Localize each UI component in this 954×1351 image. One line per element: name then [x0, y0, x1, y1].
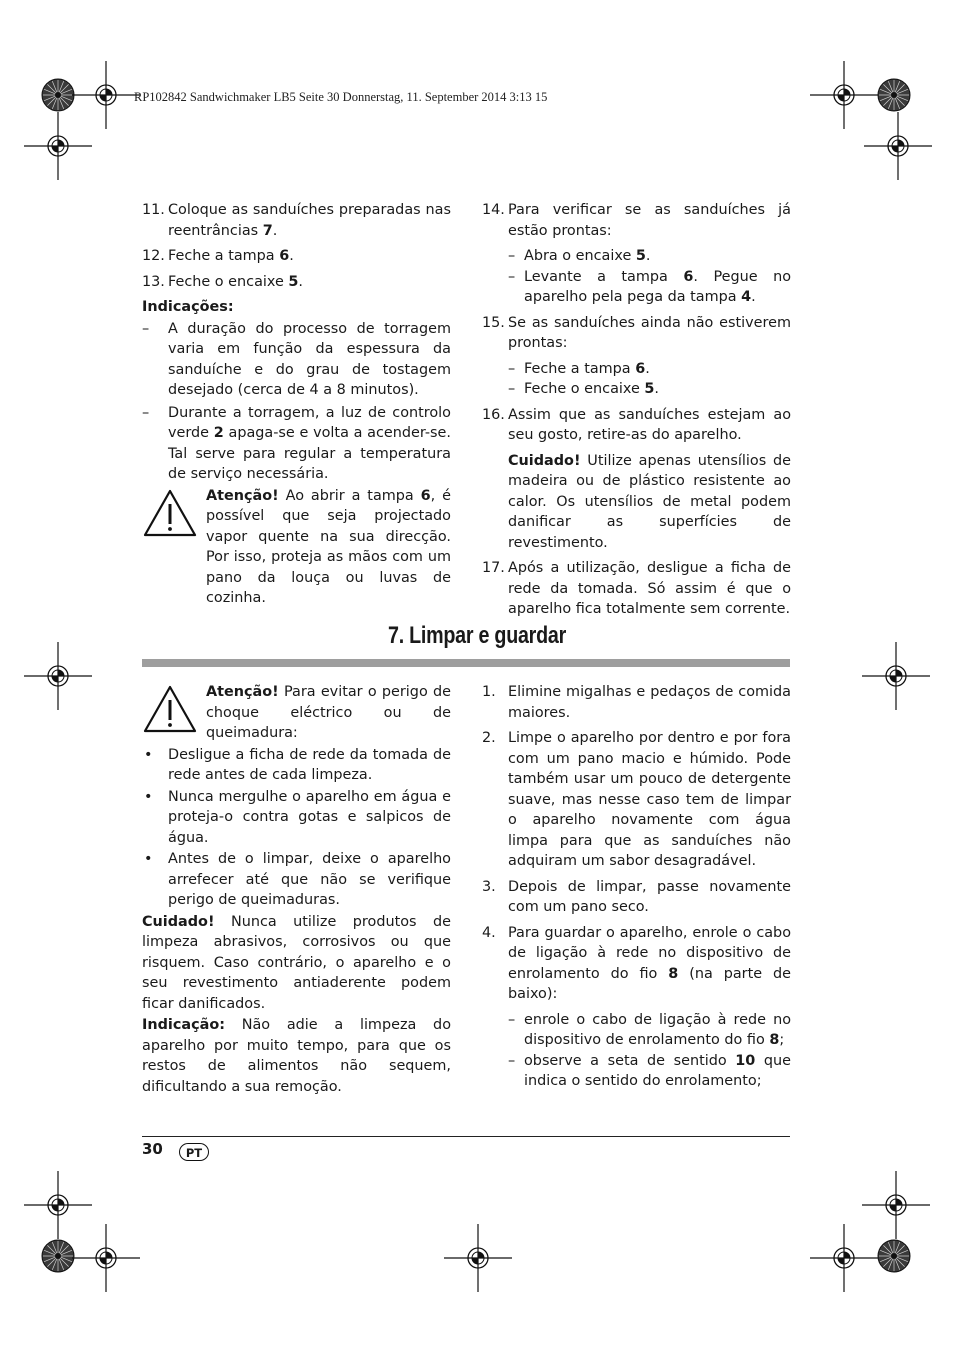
- footer-rule: [142, 1136, 790, 1137]
- step-1: 1. Elimine migalhas e pedaços de comida maiores.: [482, 684, 791, 721]
- sub-item: – Feche a tampa 6.: [508, 360, 650, 377]
- bullet-item: • Antes de o limpar, deixe o aparelho arrefecer até que não se verifique perigo de queimaduras.: [144, 851, 451, 908]
- step-16: 16. Assim que as sanduíches estejam ao seu gosto, retire-as do aparelho.: [482, 406, 791, 443]
- step-17: 17. Após a utilização, desligue a ficha de rede da tomada. Só assim é que o aparelho fica totalmente sem corrente.: [482, 560, 791, 617]
- language-badge: PT: [179, 1143, 209, 1161]
- bullet-item: • Desligue a ficha de rede da tomada de rede antes de cada limpeza.: [144, 746, 451, 783]
- sub-item: – Feche o encaixe 5.: [508, 381, 659, 397]
- section-divider: [142, 659, 790, 667]
- left-column-bottom: [142, 682, 451, 1097]
- step-15: 15. Se as sanduíches ainda não estiverem prontas:: [482, 314, 791, 351]
- notes-heading: Indicações:: [142, 299, 234, 315]
- sub-item: – enrole o cabo de ligação à rede no dispositivo de enrolamento do fio 8;: [508, 1011, 791, 1048]
- warning-block: Atenção! Para evitar o perigo de choque eléctrico ou de queimadura:: [142, 682, 451, 744]
- right-column-top: [482, 200, 791, 620]
- step-2: 2. Limpe o aparelho por dentro e por fora com um pano macio e húmido. Pode também usar um pouco de detergente suave, mas nesse caso tem de limpar o aparelho novamente com água limpa para que as sanduíches não adquiram um sabor desagradável.: [482, 730, 791, 869]
- note-block: Indicação: Não adie a limpeza do aparelho por muito tempo, para que os restos de alimentos não sequem, dificultando a sua remoção.: [142, 1017, 451, 1095]
- step-13: 13. Feche o encaixe 5.: [142, 273, 303, 290]
- step-3: 3. Depois de limpar, passe novamente com um pano seco.: [482, 878, 791, 915]
- caution-block: Cuidado! Nunca utilize produtos de limpeza abrasivos, corrosivos ou que risquem. Caso contrário, o aparelho e o seu revestimento antiaderente podem ficar danificados.: [142, 913, 451, 1012]
- caution-block: Cuidado! Utilize apenas utensílios de madeira ou de plástico resistente ao calor. Os utensílios de metal podem danificar as superfícies de revestimento.: [508, 452, 791, 551]
- warning-block: Atenção! Ao abrir a tampa 6, é possível que seja projectado vapor quente na sua direcção. Por isso, proteja as mãos com um pano da louça ou luvas de cozinha.: [142, 486, 451, 609]
- bullet-item: • Nunca mergulhe o aparelho em água e proteja-o contra gotas e salpicos de água.: [144, 788, 451, 846]
- warning-triangle-icon: [142, 684, 198, 734]
- step-11: 11. Coloque as sanduíches preparadas nas reentrâncias 7.: [142, 202, 451, 239]
- step-12: 12. Feche a tampa 6.: [142, 248, 294, 264]
- step-14: 14. Para verificar se as sanduíches já estão prontas:: [482, 202, 791, 239]
- sub-item: – observe a seta de sentido 10 que indica o sentido do enrolamento;: [508, 1052, 791, 1089]
- sub-item: – Abra o encaixe 5.: [508, 248, 651, 264]
- page-number: 30: [142, 1140, 163, 1158]
- print-header: RP102842 Sandwichmaker LB5 Seite 30 Donnerstag, 11. September 2014 3:13 15: [134, 90, 548, 104]
- step-4: 4. Para guardar o aparelho, enrole o cabo de ligação à rede no dispositivo de enrolamento do fio 8 (na parte de baixo):: [482, 924, 791, 1002]
- right-column-bottom: [482, 682, 791, 1092]
- left-column-top: [142, 200, 451, 609]
- note-item: – Durante a torragem, a luz de controlo verde 2 apaga-se e volta a acender-se. Tal serve para regular a temperatura de serviço necessária.: [142, 404, 451, 482]
- warning-triangle-icon: [142, 488, 198, 538]
- sub-item: – Levante a tampa 6. Pegue no aparelho pela pega da tampa 4.: [508, 268, 791, 305]
- section-title: 7. Limpar e guardar: [388, 622, 566, 649]
- note-item: – A duração do processo de torragem varia em função da espessura da sanduíche e do grau de tostagem desejado (cerca de 4 a 8 minutos).: [142, 320, 451, 398]
